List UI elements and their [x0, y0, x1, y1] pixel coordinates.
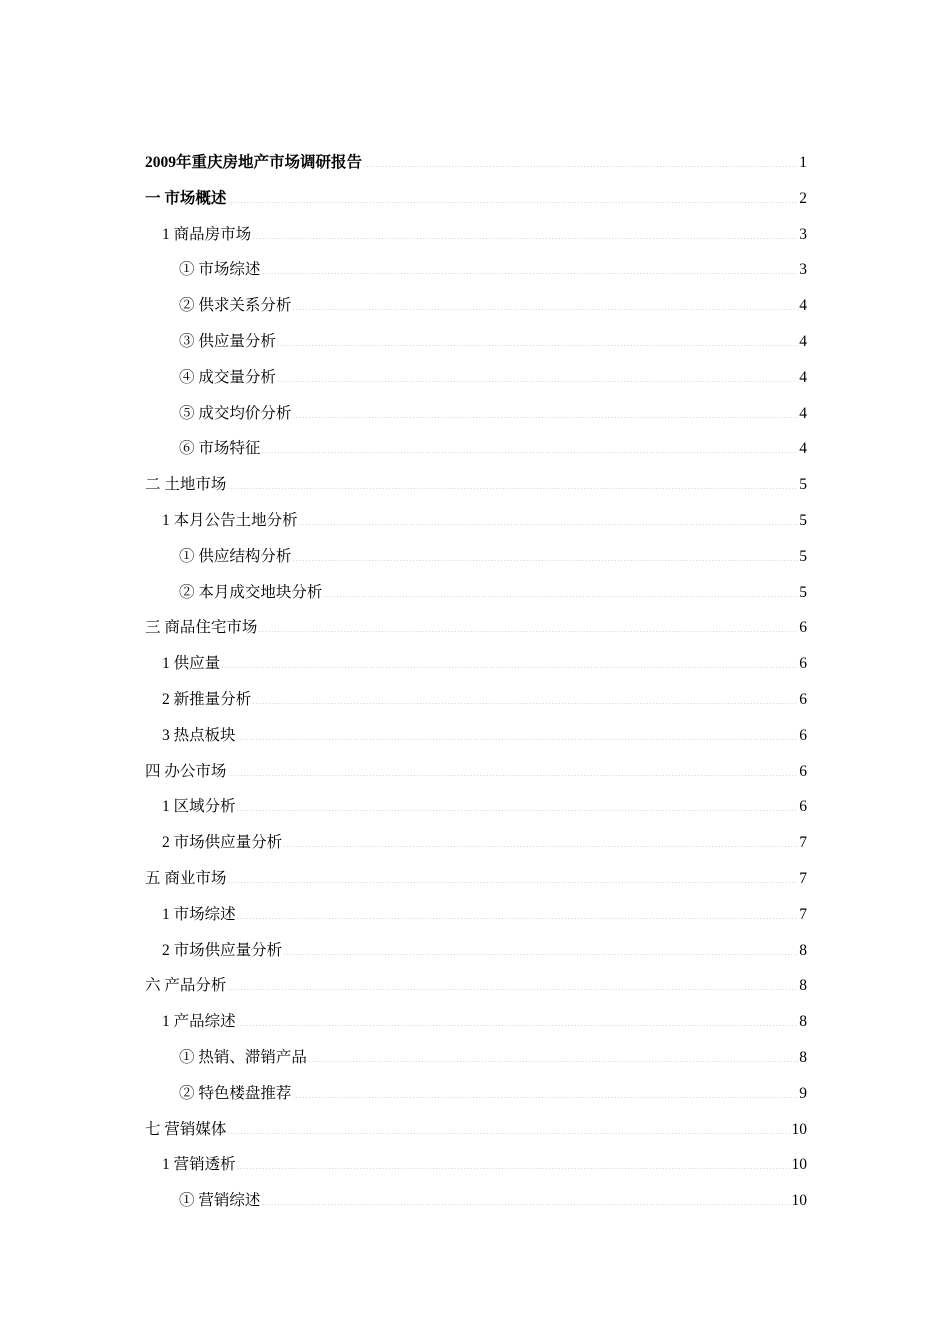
toc-entry[interactable] [145, 610, 807, 646]
toc-entry-title: 1 营销透析 [162, 1156, 236, 1174]
toc-entry-page-number: 6 [799, 619, 807, 637]
toc-entry-title: 1 产品综述 [162, 1013, 236, 1031]
toc-entry[interactable] [145, 252, 807, 288]
toc-entry[interactable] [145, 718, 807, 754]
table-of-contents [145, 145, 807, 1219]
toc-entry[interactable] [145, 431, 807, 467]
toc-entry[interactable] [145, 646, 807, 682]
toc-dot-leader [292, 560, 798, 561]
toc-entry-title: 1 商品房市场 [162, 225, 252, 243]
toc-entry[interactable] [145, 503, 807, 539]
toc-entry[interactable] [145, 575, 807, 611]
toc-entry[interactable] [145, 968, 807, 1004]
toc-dot-leader [237, 1025, 799, 1026]
toc-entry-page-number: 9 [799, 1084, 807, 1102]
toc-entry-title: 2009年重庆房地产市场调研报告 [145, 154, 363, 171]
toc-entry-title: 2 市场供应量分析 [162, 834, 283, 852]
toc-dot-leader [237, 739, 799, 740]
toc-dot-leader [227, 488, 798, 489]
toc-dot-leader [227, 989, 798, 990]
toc-entry-page-number: 6 [799, 690, 807, 708]
toc-entry[interactable] [145, 825, 807, 861]
toc-entry-page-number: 8 [799, 1013, 807, 1031]
toc-entry[interactable] [145, 288, 807, 324]
toc-entry-title: ① 营销综述 [179, 1192, 261, 1210]
toc-entry-title: ② 特色楼盘推荐 [179, 1084, 292, 1102]
toc-entry-page-number: 8 [799, 977, 807, 995]
toc-dot-leader [323, 596, 798, 597]
toc-entry-page-number: 10 [791, 1120, 807, 1138]
toc-entry[interactable] [145, 1004, 807, 1040]
toc-entry-title: ② 供求关系分析 [179, 297, 292, 315]
toc-entry-title: ④ 成交量分析 [179, 368, 276, 386]
toc-entry-title: 3 热点板块 [162, 726, 236, 744]
toc-entry-page-number: 6 [799, 762, 807, 780]
toc-entry-page-number: 6 [799, 726, 807, 744]
toc-entry-title: ② 本月成交地块分析 [179, 583, 323, 601]
toc-entry-page-number: 3 [799, 225, 807, 243]
toc-entry-page-number: 8 [799, 1048, 807, 1066]
toc-entry[interactable] [145, 789, 807, 825]
toc-entry[interactable] [145, 539, 807, 575]
toc-entry-page-number: 8 [799, 941, 807, 959]
toc-dot-leader [227, 1133, 790, 1134]
toc-entry[interactable] [145, 1147, 807, 1183]
toc-entry[interactable] [145, 145, 807, 181]
toc-entry-page-number: 4 [799, 404, 807, 422]
toc-entry-page-number: 5 [799, 583, 807, 601]
toc-entry[interactable] [145, 933, 807, 969]
toc-entry-page-number: 7 [799, 869, 807, 887]
toc-dot-leader [258, 631, 798, 632]
toc-entry-page-number: 3 [799, 261, 807, 279]
toc-entry[interactable] [145, 1076, 807, 1112]
toc-dot-leader [363, 166, 798, 167]
toc-entry[interactable] [145, 1112, 807, 1148]
toc-entry-page-number: 4 [799, 332, 807, 350]
toc-dot-leader [283, 954, 798, 955]
toc-entry[interactable] [145, 1040, 807, 1076]
toc-entry[interactable] [145, 181, 807, 217]
toc-entry-title: ③ 供应量分析 [179, 332, 276, 350]
toc-entry[interactable] [145, 324, 807, 360]
toc-entry-page-number: 10 [791, 1156, 807, 1174]
toc-entry-title: 2 新推量分析 [162, 690, 252, 708]
toc-dot-leader [299, 524, 799, 525]
toc-entry-title: ① 热销、滞销产品 [179, 1048, 307, 1066]
toc-dot-leader [221, 667, 798, 668]
toc-entry-title: 四 办公市场 [145, 762, 227, 780]
toc-dot-leader [261, 273, 798, 274]
toc-dot-leader [261, 1204, 790, 1205]
toc-entry-page-number: 5 [799, 511, 807, 529]
toc-entry-page-number: 2 [799, 189, 807, 207]
toc-entry-title: ① 市场综述 [179, 261, 261, 279]
toc-entry[interactable] [145, 467, 807, 503]
toc-entry[interactable] [145, 897, 807, 933]
toc-entry-title: 1 市场综述 [162, 905, 236, 923]
toc-dot-leader [227, 775, 798, 776]
toc-dot-leader [227, 202, 798, 203]
toc-dot-leader [292, 417, 798, 418]
toc-entry-page-number: 5 [799, 547, 807, 565]
toc-entry-page-number: 4 [799, 368, 807, 386]
toc-dot-leader [308, 1061, 798, 1062]
toc-entry-page-number: 10 [791, 1192, 807, 1210]
toc-dot-leader [237, 918, 799, 919]
toc-dot-leader [252, 238, 798, 239]
toc-entry-page-number: 6 [799, 655, 807, 673]
toc-dot-leader [261, 452, 798, 453]
toc-entry[interactable] [145, 861, 807, 897]
toc-entry-title: 二 土地市场 [145, 476, 227, 494]
toc-entry-page-number: 7 [799, 905, 807, 923]
toc-dot-leader [237, 1168, 791, 1169]
toc-entry[interactable] [145, 1183, 807, 1219]
toc-entry[interactable] [145, 396, 807, 432]
toc-entry-title: 一 市场概述 [145, 189, 227, 207]
toc-dot-leader [277, 381, 798, 382]
toc-dot-leader [277, 345, 798, 346]
toc-entry-title: 2 市场供应量分析 [162, 941, 283, 959]
toc-entry-title: ① 供应结构分析 [179, 547, 292, 565]
toc-entry-page-number: 4 [799, 297, 807, 315]
toc-entry-page-number: 5 [799, 476, 807, 494]
toc-entry-page-number: 7 [799, 834, 807, 852]
toc-entry-title: 五 商业市场 [145, 869, 227, 887]
toc-entry-title: ⑥ 市场特征 [179, 440, 261, 458]
toc-entry[interactable] [145, 754, 807, 790]
toc-entry[interactable] [145, 360, 807, 396]
toc-dot-leader [237, 810, 799, 811]
toc-entry[interactable] [145, 217, 807, 253]
toc-entry-title: 1 本月公告土地分析 [162, 511, 298, 529]
toc-entry-title: 六 产品分析 [145, 977, 227, 995]
toc-entry-title: 三 商品住宅市场 [145, 619, 258, 637]
toc-entry-title: ⑤ 成交均价分析 [179, 404, 292, 422]
toc-dot-leader [252, 703, 798, 704]
toc-dot-leader [292, 1097, 798, 1098]
toc-dot-leader [227, 882, 798, 883]
toc-dot-leader [292, 309, 798, 310]
toc-entry-title: 七 营销媒体 [145, 1120, 227, 1138]
toc-entry-page-number: 1 [799, 154, 807, 171]
toc-entry-title: 1 供应量 [162, 655, 221, 673]
toc-entry-page-number: 4 [799, 440, 807, 458]
toc-dot-leader [283, 846, 798, 847]
toc-entry-title: 1 区域分析 [162, 798, 236, 816]
toc-entry-page-number: 6 [799, 798, 807, 816]
toc-entry[interactable] [145, 682, 807, 718]
